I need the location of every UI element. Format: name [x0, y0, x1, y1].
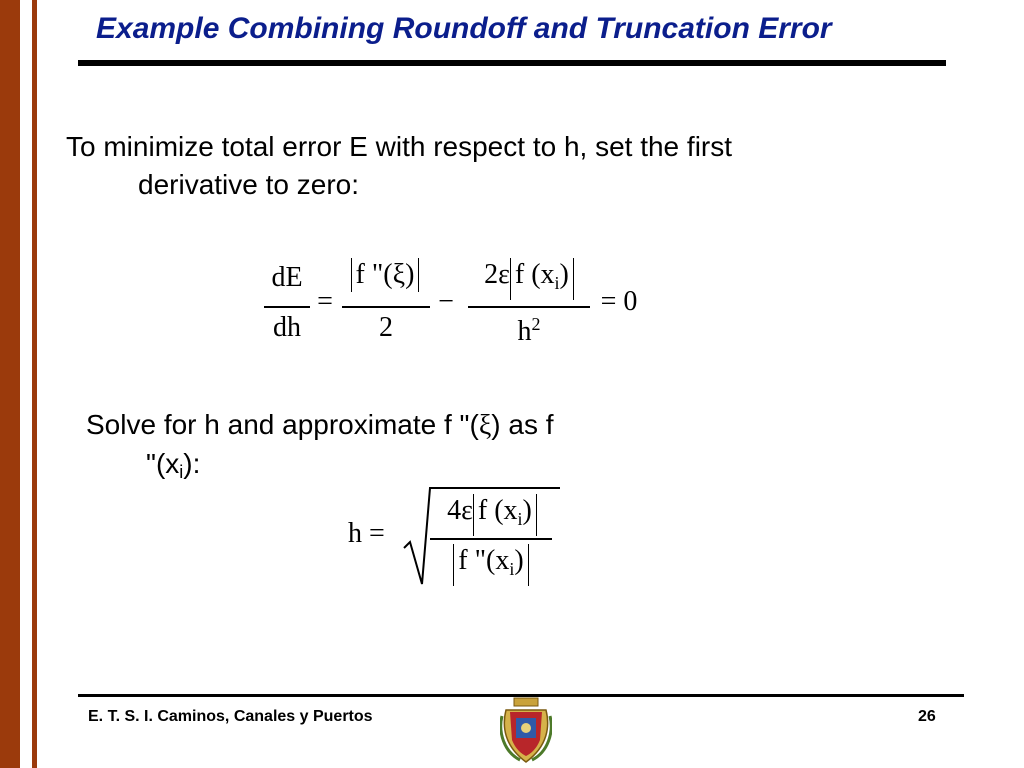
root-den-text: f "(x — [458, 545, 510, 576]
xi-symbol: ξ — [478, 410, 492, 441]
frac1-denominator: 2 — [379, 312, 393, 343]
solve-line-1 — [86, 409, 554, 440]
root-num-close: ) — [522, 495, 532, 526]
frac2-coefficient: 2ε — [484, 259, 510, 290]
solve-line-2-subscript: i — [179, 462, 184, 482]
solve-line-1-start: Solve for h and approximate f "( — [86, 409, 479, 440]
root-num-abs — [473, 494, 537, 536]
frac2-exponent: 2 — [531, 314, 541, 334]
frac2-h: h — [517, 316, 532, 347]
instruction-paragraph — [66, 128, 916, 204]
solve-line-2-end: ): — [183, 448, 201, 479]
solve-paragraph — [86, 406, 686, 491]
frac1-abs-value: f "(ξ) — [351, 258, 420, 292]
frac1-numerator — [340, 258, 430, 292]
frac2-fraction-bar — [468, 306, 590, 308]
frac2-abs-text: f (x — [514, 259, 555, 290]
root-den-abs — [453, 544, 528, 586]
h-equals: h = — [348, 518, 385, 549]
root-den-close: ) — [514, 545, 524, 576]
root-denominator — [430, 544, 552, 586]
minus-sign: − — [438, 286, 454, 317]
root-den-subscript: i — [509, 559, 515, 579]
lhs-denominator: dh — [273, 312, 301, 343]
equals-sign: = — [317, 286, 333, 317]
frac2-abs-value — [510, 258, 574, 300]
frac2-close-paren: ) — [559, 259, 569, 290]
solve-line-1-end: ) as f — [491, 409, 554, 440]
instruction-line-2: derivative to zero: — [138, 169, 359, 200]
frac2-numerator — [466, 258, 592, 300]
lhs-numerator: dE — [271, 262, 303, 293]
title-divider — [78, 60, 946, 66]
left-decorative-bar — [0, 0, 20, 768]
frac1-fraction-bar — [342, 306, 430, 308]
slide-title: Example Combining Roundoff and Truncation Error — [96, 12, 832, 45]
frac2-denominator — [468, 314, 590, 348]
solve-line-2 — [86, 445, 686, 491]
page-number: 26 — [918, 708, 936, 725]
instruction-line-1: To minimize total error E with respect to h, set the first — [66, 131, 733, 162]
root-num-subscript: i — [517, 509, 523, 529]
square-root-sign — [402, 484, 562, 590]
root-num-text: f (x — [477, 495, 518, 526]
root-numerator — [430, 494, 554, 536]
footer-institution: E. T. S. I. Caminos, Canales y Puertos — [88, 708, 373, 725]
root-fraction-bar — [430, 538, 552, 540]
left-decorative-line — [32, 0, 37, 768]
rhs-zero: = 0 — [600, 286, 638, 317]
lhs-fraction-bar — [264, 306, 310, 308]
root-num-coefficient: 4ε — [447, 495, 473, 526]
frac2-subscript: i — [554, 273, 560, 293]
institution-crest-logo — [500, 696, 552, 766]
solve-line-2-start: "(x — [146, 448, 180, 479]
